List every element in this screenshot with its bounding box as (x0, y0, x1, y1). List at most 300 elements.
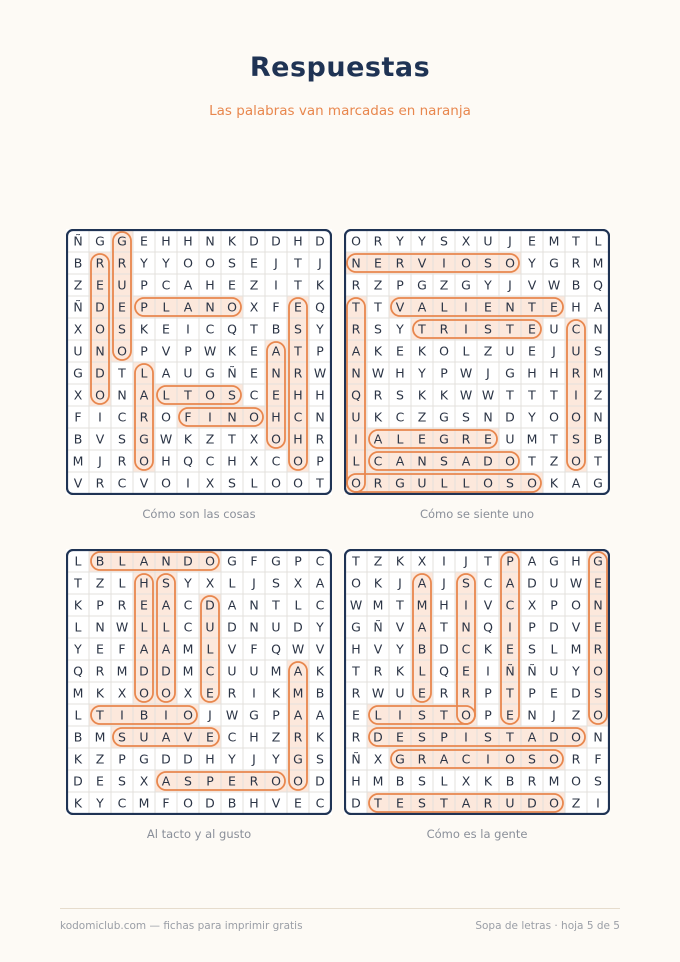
grid-letter: Y (418, 233, 426, 249)
grid-letter: L (440, 475, 448, 491)
grid-letter: V (73, 475, 83, 491)
grid-letter: Z (593, 387, 603, 403)
grid-letter: A (293, 707, 303, 723)
grid-letter: S (228, 387, 236, 403)
grid-letter: T (550, 387, 558, 403)
grid-letter: R (293, 365, 303, 381)
grid-letter: S (228, 255, 236, 271)
grid-letter: D (205, 795, 215, 811)
grid-letter: O (461, 255, 471, 271)
grid-letter: I (186, 475, 190, 491)
grid-letter: C (183, 597, 193, 613)
grid-letter: N (95, 619, 105, 635)
grid-letter: C (271, 453, 281, 469)
grid-letter: A (461, 453, 471, 469)
grid-letter: C (315, 795, 325, 811)
grid-letter: S (528, 751, 536, 767)
grid-letter: F (250, 553, 258, 569)
puzzle-caption: Al tacto y al gusto (146, 827, 252, 841)
grid-letter: P (396, 277, 404, 293)
grid-letter: K (373, 409, 383, 425)
grid-letter: T (272, 597, 280, 613)
grid-letter: N (205, 233, 215, 249)
grid-letter: H (205, 751, 215, 767)
grid-letter: P (316, 343, 324, 359)
grid-letter: A (227, 597, 237, 613)
grid-letter: W (459, 387, 473, 403)
grid-letter: M (372, 597, 384, 613)
grid-letter: D (249, 233, 259, 249)
grid-letter: E (594, 619, 602, 635)
grid-letter: C (205, 321, 215, 337)
grid-letter: C (571, 321, 581, 337)
grid-letter: W (569, 575, 583, 591)
grid-letter: H (249, 729, 259, 745)
grid-letter: Y (528, 255, 536, 271)
grid-letter: U (417, 475, 427, 491)
grid-letter: V (271, 795, 281, 811)
grid-letter: L (396, 431, 404, 447)
grid-letter: M (548, 233, 560, 249)
grid-letter: V (95, 431, 105, 447)
grid-letter: Q (351, 387, 361, 403)
grid-letter: Q (227, 321, 237, 337)
grid-letter: J (552, 343, 556, 359)
grid-letter: L (462, 475, 470, 491)
grid-letter: K (549, 475, 559, 491)
grid-letter: A (293, 663, 303, 679)
grid-letter: W (159, 431, 173, 447)
grid-letter: R (315, 431, 325, 447)
grid-letter: X (461, 233, 471, 249)
grid-letter: V (571, 619, 581, 635)
grid-letter: K (395, 663, 405, 679)
grid-letter: D (527, 795, 537, 811)
grid-letter: Ñ (527, 663, 537, 679)
grid-letter: P (140, 299, 148, 315)
grid-letter: Y (140, 255, 148, 271)
grid-letter: K (271, 685, 281, 701)
grid-letter: I (98, 409, 102, 425)
grid-letter: S (572, 431, 580, 447)
grid-letter: D (571, 685, 581, 701)
grid-letter: O (183, 795, 193, 811)
grid-letter: L (352, 453, 360, 469)
grid-letter: P (528, 685, 536, 701)
grid-letter: E (140, 597, 148, 613)
grid-letter: O (161, 409, 171, 425)
grid-letter: D (183, 751, 193, 767)
grid-letter: X (249, 299, 259, 315)
grid-letter: J (318, 255, 322, 271)
grid-letter: A (161, 729, 171, 745)
grid-letter: E (96, 773, 104, 789)
grid-letter: U (571, 343, 581, 359)
grid-letter: X (461, 773, 471, 789)
grid-letter: I (120, 707, 124, 723)
grid-letter: T (184, 387, 192, 403)
grid-letter: N (271, 365, 281, 381)
grid-letter: O (249, 409, 259, 425)
grid-letter: R (461, 431, 471, 447)
grid-letter: P (140, 277, 148, 293)
grid-letter: N (117, 387, 127, 403)
grid-letter: H (293, 387, 303, 403)
grid-letter: H (293, 233, 303, 249)
grid-letter: D (73, 773, 83, 789)
grid-letter: R (117, 453, 127, 469)
grid-letter: G (205, 365, 215, 381)
grid-letter: U (205, 619, 215, 635)
grid-letter: K (417, 343, 427, 359)
grid-letter: T (294, 255, 302, 271)
grid-letter: I (442, 255, 446, 271)
grid-letter: X (527, 597, 537, 613)
grid-letter: T (440, 795, 448, 811)
grid-letter: R (373, 387, 383, 403)
grid-letter: C (205, 663, 215, 679)
grid-letter: L (374, 707, 382, 723)
grid-letter: K (315, 663, 325, 679)
grid-letter: Ñ (351, 751, 361, 767)
grid-letter: H (571, 299, 581, 315)
grid-letter: O (139, 453, 149, 469)
grid-letter: L (440, 299, 448, 315)
grid-letter: Y (528, 409, 536, 425)
grid-letter: B (139, 707, 149, 723)
grid-letter: K (73, 795, 83, 811)
grid-letter: S (374, 321, 382, 337)
grid-letter: Y (228, 751, 236, 767)
grid-letter: B (395, 773, 405, 789)
grid-letter: C (315, 597, 325, 613)
grid-letter: O (183, 255, 193, 271)
grid-letter: E (96, 277, 104, 293)
grid-letter: Y (572, 663, 580, 679)
grid-letter: E (418, 685, 426, 701)
grid-letter: Q (271, 641, 281, 657)
grid-letter: A (161, 365, 171, 381)
grid-letter: Y (396, 641, 404, 657)
grid-letter: L (140, 619, 148, 635)
grid-letter: A (351, 343, 361, 359)
grid-letter: S (484, 321, 492, 337)
grid-letter: R (227, 685, 237, 701)
grid-letter: T (440, 619, 448, 635)
grid-letter: A (395, 453, 405, 469)
grid-letter: R (95, 255, 105, 271)
grid-letter: D (227, 619, 237, 635)
grid-letter: D (205, 597, 215, 613)
grid-letter: M (72, 453, 84, 469)
grid-letter: E (250, 343, 258, 359)
grid-letter: N (593, 729, 603, 745)
grid-letter: B (571, 277, 581, 293)
grid-letter: I (464, 299, 468, 315)
grid-letter: G (139, 751, 149, 767)
grid-letter: J (398, 575, 402, 591)
grid-letter: M (416, 597, 428, 613)
grid-letter: A (527, 729, 537, 745)
grid-letter: M (94, 729, 106, 745)
grid-letter: T (506, 387, 514, 403)
grid-letter: I (398, 707, 402, 723)
grid-letter: B (73, 255, 83, 271)
grid-letter: H (271, 409, 281, 425)
grid-letter: S (440, 233, 448, 249)
grid-letter: Y (162, 255, 170, 271)
grid-letter: D (183, 553, 193, 569)
grid-letter: A (315, 575, 325, 591)
grid-letter: J (252, 751, 256, 767)
grid-letter: L (440, 773, 448, 789)
grid-letter: O (351, 475, 361, 491)
grid-letter: I (186, 321, 190, 337)
grid-letter: O (205, 553, 215, 569)
grid-letter: W (371, 365, 385, 381)
grid-letter: S (440, 453, 448, 469)
grid-letter: O (293, 773, 303, 789)
grid-letter: Z (95, 751, 105, 767)
grid-letter: S (118, 773, 126, 789)
grid-letter: D (161, 751, 171, 767)
grid-letter: X (139, 773, 149, 789)
grid-letter: G (439, 409, 449, 425)
grid-letter: E (396, 795, 404, 811)
grid-letter: H (293, 431, 303, 447)
grid-letter: P (440, 729, 448, 745)
grid-letter: N (527, 707, 537, 723)
grid-letter: S (484, 255, 492, 271)
grid-letter: G (293, 751, 303, 767)
grid-letter: V (483, 597, 493, 613)
grid-letter: E (228, 277, 236, 293)
grid-letter: W (225, 707, 239, 723)
grid-letter: T (550, 431, 558, 447)
grid-letter: C (183, 619, 193, 635)
grid-letter: T (440, 707, 448, 723)
grid-letter: I (252, 685, 256, 701)
grid-letter: Y (272, 751, 280, 767)
grid-letter: C (483, 575, 493, 591)
grid-letter: S (506, 475, 514, 491)
grid-letter: U (249, 663, 259, 679)
grid-letter: E (528, 343, 536, 359)
grid-letter: S (118, 729, 126, 745)
grid-letter: J (508, 233, 512, 249)
grid-letter: A (161, 641, 171, 657)
grid-letter: X (205, 575, 215, 591)
grid-letter: I (354, 431, 358, 447)
grid-letter: R (571, 751, 581, 767)
grid-letter: O (117, 343, 127, 359)
grid-letter: P (484, 707, 492, 723)
grid-letter: H (351, 773, 361, 789)
grid-letter: M (182, 641, 194, 657)
grid-letter: A (417, 619, 427, 635)
grid-letter: Y (74, 641, 82, 657)
word-search-puzzle-1 (66, 229, 332, 495)
grid-letter: M (592, 255, 604, 271)
grid-letter: E (228, 773, 236, 789)
grid-letter: G (461, 277, 471, 293)
grid-letter: L (140, 365, 148, 381)
grid-letter: O (483, 475, 493, 491)
grid-letter: B (271, 321, 281, 337)
grid-letter: O (505, 255, 515, 271)
grid-letter: K (73, 597, 83, 613)
grid-letter: O (183, 707, 193, 723)
grid-letter: G (271, 553, 281, 569)
grid-letter: U (549, 663, 559, 679)
grid-letter: P (506, 553, 514, 569)
grid-letter: B (505, 773, 515, 789)
grid-letter: R (373, 233, 383, 249)
puzzle-caption: Cómo se siente uno (419, 507, 535, 521)
grid-letter: E (594, 575, 602, 591)
grid-letter: X (293, 575, 303, 591)
grid-letter: W (371, 685, 385, 701)
grid-letter: Ñ (73, 299, 83, 315)
grid-letter: X (249, 431, 259, 447)
grid-letter: I (486, 751, 490, 767)
grid-letter: B (315, 685, 325, 701)
grid-letter: M (72, 685, 84, 701)
grid-letter: V (395, 619, 405, 635)
grid-letter: A (139, 641, 149, 657)
grid-letter: O (205, 387, 215, 403)
grid-letter: H (161, 453, 171, 469)
grid-letter: I (486, 663, 490, 679)
grid-letter: I (508, 619, 512, 635)
grid-letter: G (73, 365, 83, 381)
grid-letter: G (95, 233, 105, 249)
grid-letter: G (593, 475, 603, 491)
grid-letter: O (571, 409, 581, 425)
grid-letter: M (116, 663, 128, 679)
grid-letter: T (484, 553, 492, 569)
grid-letter: Ñ (227, 365, 237, 381)
grid-letter: F (118, 641, 126, 657)
grid-letter: G (351, 619, 361, 635)
grid-letter: Q (315, 299, 325, 315)
grid-letter: Z (417, 409, 427, 425)
grid-letter: T (96, 707, 104, 723)
grid-letter: C (117, 475, 127, 491)
grid-letter: Q (593, 277, 603, 293)
grid-letter: X (73, 387, 83, 403)
grid-letter: O (271, 431, 281, 447)
grid-letter: G (395, 475, 405, 491)
grid-letter: H (571, 553, 581, 569)
grid-letter: K (95, 685, 105, 701)
grid-letter: E (550, 299, 558, 315)
grid-letter: S (418, 729, 426, 745)
grid-letter: R (527, 773, 537, 789)
grid-letter: S (228, 475, 236, 491)
grid-letter: Q (183, 453, 193, 469)
grid-letter: W (459, 365, 473, 381)
grid-letter: S (294, 321, 302, 337)
grid-letter: S (462, 409, 470, 425)
grid-letter: W (349, 597, 363, 613)
grid-letter: Y (316, 321, 324, 337)
grid-letter: O (549, 795, 559, 811)
grid-letter: R (95, 663, 105, 679)
grid-letter: J (442, 575, 446, 591)
grid-letter: H (227, 453, 237, 469)
grid-letter: N (351, 365, 361, 381)
grid-letter: S (594, 685, 602, 701)
grid-letter: C (227, 729, 237, 745)
grid-letter: V (183, 729, 193, 745)
grid-letter: R (439, 321, 449, 337)
grid-letter: H (351, 641, 361, 657)
grid-letter: D (373, 729, 383, 745)
grid-letter: E (396, 343, 404, 359)
grid-letter: L (594, 233, 602, 249)
footer-divider (60, 908, 620, 909)
grid-letter: E (550, 685, 558, 701)
grid-letter: N (593, 409, 603, 425)
grid-letter: K (315, 729, 325, 745)
grid-letter: I (274, 277, 278, 293)
grid-letter: P (550, 597, 558, 613)
grid-letter: N (417, 453, 427, 469)
grid-letter: D (439, 641, 449, 657)
grid-letter: K (395, 553, 405, 569)
grid-letter: T (572, 233, 580, 249)
grid-letter: B (227, 795, 237, 811)
grid-letter: T (250, 321, 258, 337)
grid-letter: G (139, 431, 149, 447)
grid-letter: C (315, 553, 325, 569)
grid-letter: H (161, 233, 171, 249)
grid-letter: X (205, 475, 215, 491)
grid-letter: S (528, 641, 536, 657)
grid-letter: B (593, 431, 603, 447)
grid-letter: P (440, 365, 448, 381)
grid-letter: T (506, 321, 514, 337)
grid-letter: H (527, 365, 537, 381)
grid-letter: N (315, 409, 325, 425)
grid-letter: U (505, 795, 515, 811)
grid-letter: L (118, 553, 126, 569)
grid-letter: M (292, 685, 304, 701)
grid-letter: M (138, 795, 150, 811)
grid-letter: T (316, 475, 324, 491)
grid-letter: U (227, 663, 237, 679)
grid-letter: W (313, 365, 327, 381)
grid-letter: O (351, 575, 361, 591)
grid-letter: R (351, 277, 361, 293)
grid-letter: T (396, 597, 404, 613)
grid-letter: E (352, 707, 360, 723)
grid-letter: Z (271, 729, 281, 745)
grid-letter: C (117, 409, 127, 425)
grid-letter: I (464, 729, 468, 745)
grid-letter: T (506, 685, 514, 701)
grid-letter: P (316, 453, 324, 469)
grid-letter: R (461, 685, 471, 701)
grid-letter: P (484, 685, 492, 701)
grid-letter: G (227, 553, 237, 569)
grid-letter: Z (205, 431, 215, 447)
grid-letter: D (95, 299, 105, 315)
grid-letter: E (96, 641, 104, 657)
grid-letter: I (208, 409, 212, 425)
grid-letter: R (593, 641, 603, 657)
